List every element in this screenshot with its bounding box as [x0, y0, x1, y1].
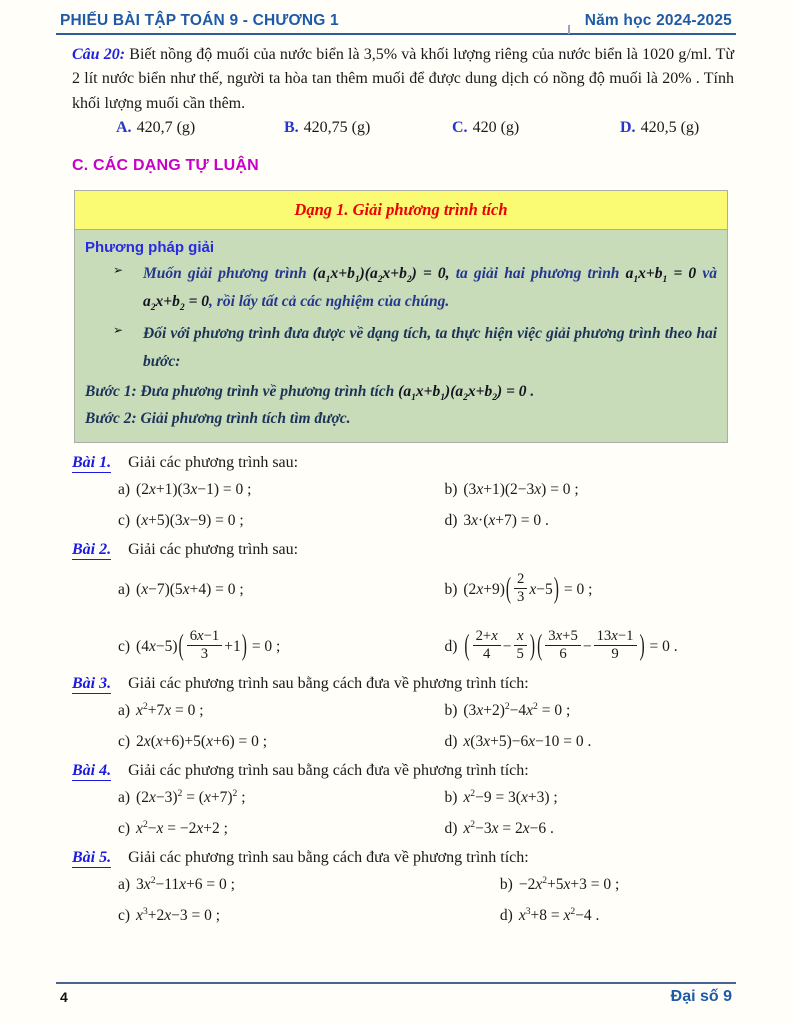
option-b: [284, 119, 452, 137]
page-footer: [56, 982, 736, 1024]
item-key: a): [118, 480, 131, 498]
exercise-3: [72, 675, 734, 751]
method-bullet-1: [85, 260, 717, 316]
exercise-4-prompt: Giải các phương trình sau bằng cách đưa về phương trình tích:: [128, 762, 529, 780]
item-key: b): [499, 876, 513, 894]
item-key: c): [118, 820, 131, 838]
exercise-3-head: [72, 675, 734, 693]
exercise-2: [72, 541, 734, 665]
exercise-4-head: [72, 762, 734, 780]
item-equation: $x^3+8 = x^2-4$ .: [518, 906, 600, 925]
item-key: c): [118, 511, 131, 529]
header-title: PHIẾU BÀI TẬP TOÁN 9 - CHƯƠNG 1: [60, 12, 339, 29]
exercise-item: [444, 512, 734, 530]
exercise-5-items: [72, 876, 734, 925]
exercise-1: [72, 454, 734, 530]
method-step-2: Bước 2: Giải phương trình tích tìm được.: [85, 409, 351, 427]
method-bullet-1-text: Muốn giải phương trình $(a_1x+b_1)(a_2x+b_2) = 0$, ta giải hai phương trình $a_1x+b_1 = 0$ và $a_2x+b_2 = 0$, rồi lấy tất cả các nghiệm của chúng.: [143, 264, 717, 313]
item-equation: (x−7)(5x+4) = 0 ;: [136, 581, 244, 599]
option-d-value: 420,5 (g): [640, 118, 700, 136]
page-number: 4: [60, 989, 68, 1005]
arrow-bullet-icon: ➢: [113, 262, 124, 277]
exercise-5-head: [72, 849, 734, 867]
exercise-4-items: [72, 789, 734, 838]
exercise-5-prompt: Giải các phương trình sau bằng cách đưa về phương trình tích:: [128, 849, 529, 867]
exercise-2-head: [72, 541, 734, 559]
exercise-3-prompt: Giải các phương trình sau bằng cách đưa về phương trình tích:: [128, 675, 529, 693]
item-equation: (2x+1)(3x−1) = 0 ;: [136, 480, 252, 498]
page-header: [56, 12, 736, 35]
answer-options: [72, 119, 734, 137]
option-c-letter: C.: [452, 118, 468, 136]
item-key: a): [118, 876, 131, 894]
item-equation: (4x−5)( $\frac{6x-1}{3}$ +1) = 0 ;: [136, 627, 281, 662]
item-equation: 2x(x+6)+5(x+6) = 0 ;: [136, 733, 268, 751]
item-key: b): [444, 789, 458, 807]
option-c: [452, 119, 620, 137]
exercise-item: [118, 820, 444, 838]
option-d-letter: D.: [620, 118, 636, 136]
exercise-item: [500, 876, 734, 894]
method-box: [74, 190, 728, 443]
exercise-5-label: Bài 5.: [72, 849, 112, 867]
item-equation: $x^2-9 = 3(x+3)$ ;: [463, 788, 558, 807]
exercise-item: [118, 512, 444, 530]
option-b-letter: B.: [284, 118, 299, 136]
exercise-2-prompt: Giải các phương trình sau:: [128, 540, 299, 558]
footer-row: [56, 984, 736, 1006]
item-equation: $x^3+2x-3 = 0$ ;: [136, 906, 221, 925]
item-equation: $x^2-x = -2x+2$ ;: [136, 819, 228, 838]
option-a-value: 420,7 (g): [136, 118, 196, 136]
exercise-item: [118, 876, 500, 894]
exercise-1-head: [72, 454, 734, 472]
item-equation: $(2x-3)^2 = (x+7)^2$ ;: [136, 788, 246, 807]
item-key: c): [118, 637, 131, 655]
item-equation: (x+5)(3x−9) = 0 ;: [136, 511, 244, 529]
method-label: Phương pháp giải: [85, 238, 215, 256]
method-box-title: Dạng 1. Giải phương trình tích: [75, 191, 727, 230]
item-equation: $x^2+7x = 0$ ;: [136, 701, 204, 720]
exercise-item: [118, 573, 444, 608]
exercise-item: [444, 789, 734, 807]
item-equation: $3x^2-11x+6 = 0$ ;: [136, 875, 235, 894]
exercise-item: [444, 702, 734, 720]
option-a: [116, 119, 284, 137]
item-key: a): [118, 789, 131, 807]
question-label: Câu 20:: [72, 46, 126, 63]
header-divider: [568, 25, 570, 34]
item-key: b): [444, 702, 458, 720]
exercise-5: [72, 849, 734, 925]
question-20: [72, 43, 734, 116]
option-c-value: 420 (g): [472, 118, 520, 136]
item-equation: ( $\frac{2+x}{4}$ − $\frac{x}{5}$ ) ( $\frac{3x+5}{6}$ − $\frac{13x-1}{9}$ ) = 0 .: [464, 627, 678, 662]
item-key: c): [118, 907, 131, 925]
method-box-body: [75, 230, 727, 442]
exercise-item: [444, 627, 734, 665]
item-key: d): [444, 637, 458, 655]
exercise-4: [72, 762, 734, 838]
item-equation: 3x·(x+7) = 0 .: [463, 511, 549, 529]
item-key: a): [118, 702, 131, 720]
exercise-1-items: [72, 481, 734, 530]
exercise-item: [444, 733, 734, 751]
exercise-item: [118, 702, 444, 720]
exercise-1-label: Bài 1.: [72, 453, 112, 471]
book-title: Đại số 9: [670, 988, 732, 1005]
item-key: c): [118, 733, 131, 751]
arrow-bullet-icon: ➢: [113, 322, 124, 337]
item-key: b): [444, 581, 458, 599]
method-bullet-2: [85, 320, 717, 376]
item-key: a): [118, 581, 131, 599]
item-equation: $x^2-3x = 2x-6$ .: [463, 819, 554, 838]
exercise-item: [444, 570, 734, 608]
item-key: d): [444, 820, 458, 838]
option-b-value: 420,75 (g): [303, 118, 371, 136]
item-equation: (3x+1)(2−3x) = 0 ;: [463, 480, 579, 498]
option-a-letter: A.: [116, 118, 132, 136]
exercise-3-items: [72, 702, 734, 751]
item-key: b): [444, 480, 458, 498]
item-equation: $(3x+2)^2-4x^2 = 0$ ;: [463, 701, 571, 720]
exercise-item: [444, 820, 734, 838]
exercise-item: [500, 907, 734, 925]
exercise-3-label: Bài 3.: [72, 675, 112, 693]
exercise-item: [118, 481, 444, 499]
exercise-2-label: Bài 2.: [72, 540, 112, 558]
exercise-item: [118, 907, 500, 925]
exercise-1-prompt: Giải các phương trình sau:: [128, 453, 299, 471]
item-key: d): [499, 907, 513, 925]
method-bullet-2-text: Đối với phương trình đưa được về dạng tích, ta thực hiện việc giải phương trình theo hai bước:: [143, 324, 717, 370]
method-step-1: Bước 1: Đưa phương trình về phương trình tích $(a_1x+b_1)(a_2x+b_2) = 0$ .: [85, 382, 535, 403]
item-equation: $-2x^2+5x+3 = 0$ ;: [518, 875, 620, 894]
exercise-item: [444, 481, 734, 499]
section-heading: C. CÁC DẠNG TỰ LUẬN: [72, 156, 259, 174]
item-key: d): [444, 733, 458, 751]
exercise-item: [118, 627, 444, 665]
question-text: Biết nồng độ muối của nước biển là 3,5% và khối lượng riêng của nước biển là 1020 g/ml. Từ 2 lít nước biển như thế, người ta hòa tan thêm muối để được dung dịch có nồng độ muối là 20% . Tính khối lượng muối cần thêm.: [72, 46, 735, 112]
item-equation: (2x+9)( $\frac{2}{3}$ x−5) = 0 ;: [463, 570, 593, 606]
exercise-2-items: [72, 570, 734, 665]
option-d: [620, 119, 699, 137]
item-key: d): [444, 511, 458, 529]
page-content: [0, 35, 792, 925]
item-equation: x(3x+5)−6x−10 = 0 .: [463, 733, 592, 751]
exercise-4-label: Bài 4.: [72, 762, 112, 780]
exercise-item: [118, 789, 444, 807]
header-school-year: Năm học 2024-2025: [584, 12, 732, 29]
exercise-item: [118, 733, 444, 751]
